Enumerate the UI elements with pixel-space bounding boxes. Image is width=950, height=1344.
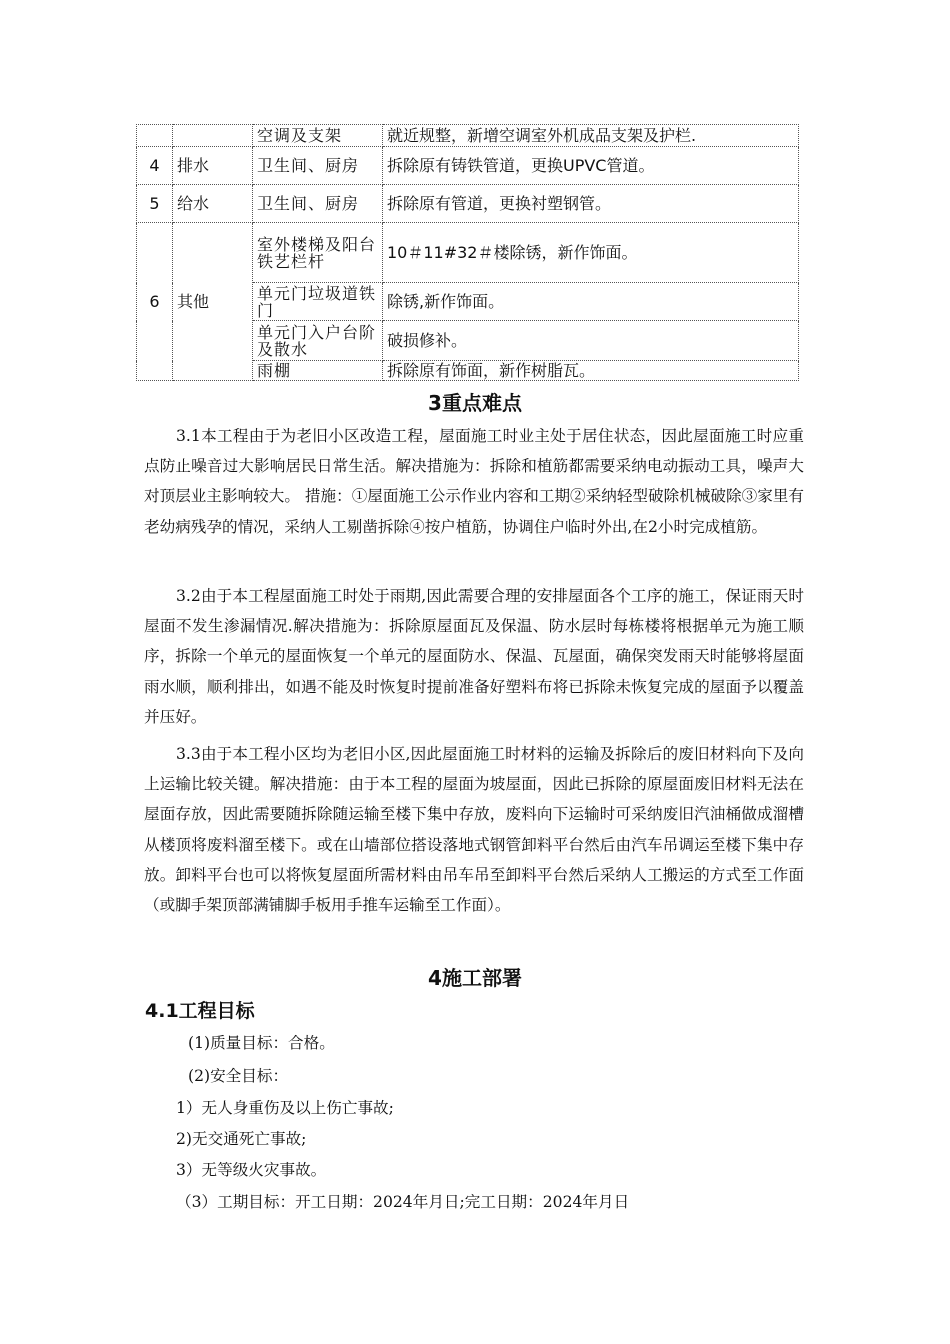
table-row — [137, 125, 799, 147]
safety-goal-label: (2)安全目标： — [188, 1067, 289, 1085]
section-3-heading: 3重点难点 — [428, 391, 522, 415]
table-row — [137, 147, 799, 185]
quality-goal: (1)质量目标：合格。 — [188, 1034, 335, 1052]
item-part: 单元门垃圾道铁门 — [253, 283, 383, 321]
item-description: 破损修补。 — [383, 321, 799, 361]
item-part: 室外楼梯及阳台铁艺栏杆 — [253, 223, 383, 283]
section-3-1-paragraph: 3.1本工程由于为老旧小区改造工程，屋面施工时业主处于居住状态，因此屋面施工时应重点防止噪音过大影响居民日常生活。解决措施为：拆除和植筋都需要采纳电动振动工具，噪声大对顶层业主影响较大。 措施：①屋面施工公示作业内容和工期②采纳轻型破除机械破除③家里有老幼病残孕的情况，采纳人工剔凿拆除④按户植筋，协调住户临时外出,在2小时完成植筋。 — [144, 427, 804, 536]
item-part: 雨棚 — [253, 361, 383, 381]
item-description: 拆除原有管道，更换衬塑钢管。 — [383, 185, 799, 223]
item-description: 拆除原有铸铁管道，更换UPVC管道。 — [383, 147, 799, 185]
safety-goal-item: 1）无人身重伤及以上伤亡事故; — [176, 1099, 394, 1117]
row-number: 6 — [137, 223, 173, 381]
item-description: 10＃11#32＃楼除锈，新作饰面。 — [383, 223, 799, 283]
item-part: 单元门入户台阶及散水 — [253, 321, 383, 361]
schedule-goal: （3）工期目标：开工日期：2024年月日;完工日期：2024年月日 — [176, 1193, 630, 1211]
safety-goal-item: 3）无等级火灾事故。 — [176, 1161, 327, 1179]
item-part: 卫生间、厨房 — [253, 147, 383, 185]
item-part: 卫生间、厨房 — [253, 185, 383, 223]
section-4-1-heading: 4.1工程目标 — [145, 1000, 255, 1022]
table-row — [137, 223, 799, 283]
section-3-3-paragraph: 3.3由于本工程小区均为老旧小区,因此屋面施工时材料的运输及拆除后的废旧材料向下及向上运输比较关键。解决措施：由于本工程的屋面为坡屋面，因此已拆除的原屋面废旧材料无法在屋面存放，因此需要随拆除随运输至楼下集中存放，废料向下运输时可采纳废旧汽油桶做成溜槽从楼顶将废料溜至楼下。或在山墙部位搭设落地式钢管卸料平台然后由汽车吊调运至楼下集中存放。卸料平台也可以将恢复屋面所需材料由吊车吊至卸料平台然后采纳人工搬运的方式至工作面（或脚手架顶部满铺脚手板用手推车运输至工作面）。 — [144, 745, 804, 915]
table-row — [137, 185, 799, 223]
section-4-heading: 4施工部署 — [428, 966, 522, 990]
item-part: 空调及支架 — [253, 125, 383, 147]
item-name: 其他 — [173, 223, 253, 381]
section-3-2-paragraph: 3.2由于本工程屋面施工时处于雨期,因此需要合理的安排屋面各个工序的施工，保证雨天时屋面不发生渗漏情况.解决措施为：拆除原屋面瓦及保温、防水层时每栋楼将根据单元为施工顺序，拆除一个单元的屋面恢复一个单元的屋面防水、保温、瓦屋面，确保突发雨天时能够将屋面雨水顺，顺利排出，如遇不能及时恢复时提前准备好塑料布将已拆除未恢复完成的屋面予以覆盖并压好。 — [144, 587, 804, 726]
item-description: 除锈,新作饰面。 — [383, 283, 799, 321]
item-name: 给水 — [173, 185, 253, 223]
renovation-scope-table — [136, 124, 799, 381]
item-description: 就近规整，新增空调室外机成品支架及护栏. — [383, 125, 799, 147]
safety-goal-item: 2)无交通死亡事故; — [176, 1130, 307, 1148]
row-number: 5 — [137, 185, 173, 223]
item-description: 拆除原有饰面，新作树脂瓦。 — [383, 361, 799, 381]
item-name: 排水 — [173, 147, 253, 185]
item-name — [173, 125, 253, 147]
row-number — [137, 125, 173, 147]
row-number: 4 — [137, 147, 173, 185]
